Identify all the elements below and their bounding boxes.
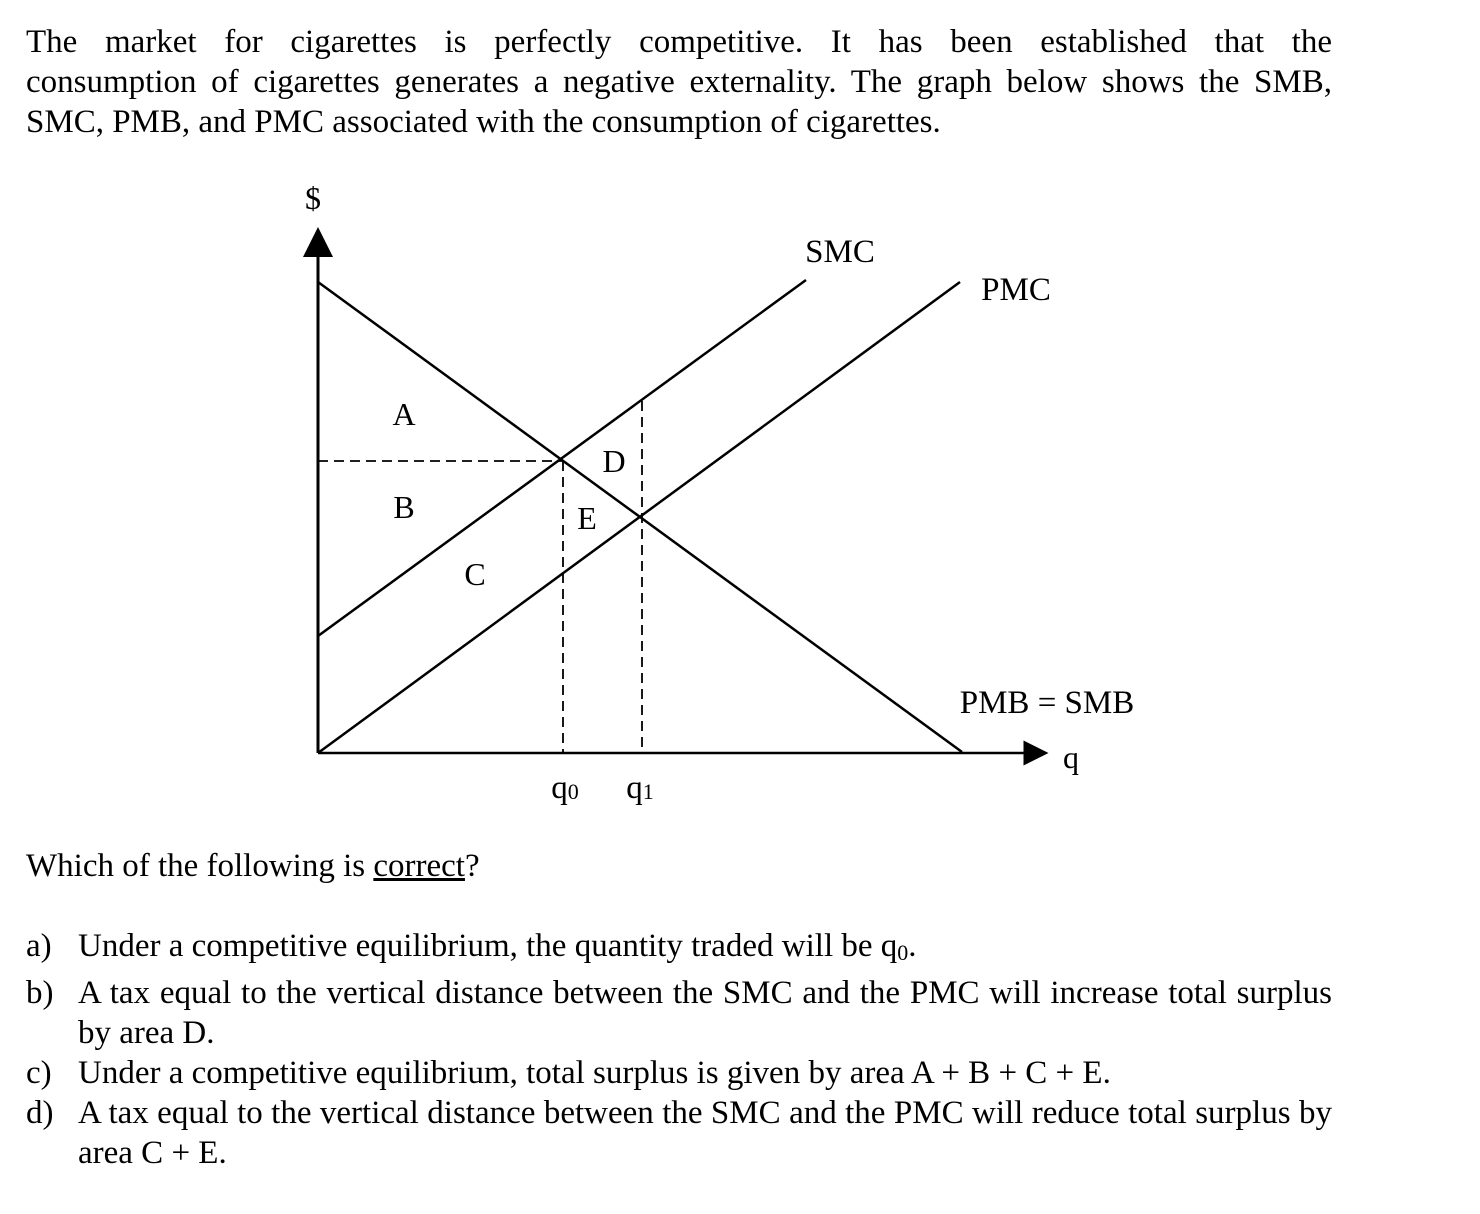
option-c-label: c)	[26, 1055, 52, 1091]
intro-line-2: consumption of cigarettes generates a negative externality. The graph below shows the SMB,	[26, 64, 1332, 100]
q1-subscript: 1	[642, 779, 654, 804]
option-d-label: d)	[26, 1095, 54, 1131]
q1-label	[626, 770, 654, 806]
answer-options	[26, 926, 1332, 1173]
smc-label: SMC	[805, 234, 875, 270]
intro-paragraph	[26, 22, 1332, 142]
x-axis-label: q	[1063, 739, 1079, 775]
intro-line-3: SMC, PMB, and PMC associated with the consumption of cigarettes.	[26, 104, 941, 140]
option-b-text: A tax equal to the vertical distance between the SMC and the PMC will increase total surplus by area D.	[78, 975, 1332, 1051]
pmc-label: PMC	[981, 272, 1051, 308]
q0-label	[551, 770, 579, 806]
option-a[interactable]	[26, 926, 1332, 973]
area-label-d: D	[602, 443, 626, 479]
question-prefix: Which of the following is	[26, 848, 374, 884]
option-a-label: a)	[26, 928, 52, 964]
area-label-a: A	[392, 396, 416, 432]
option-d-text: A tax equal to the vertical distance between the SMC and the PMC will reduce total surplus by area C + E.	[78, 1095, 1332, 1171]
smc-curve	[318, 280, 806, 636]
option-a-end: .	[908, 928, 917, 964]
option-a-text	[78, 926, 1332, 973]
question-suffix: ?	[464, 848, 480, 884]
area-label-c: C	[464, 556, 486, 592]
q1-base: q	[626, 770, 643, 806]
intro-line-1: The market for cigarettes is perfectly competitive. It has been established that the	[26, 24, 1332, 60]
option-a-body: Under a competitive equilibrium, the quantity traded will be q	[78, 928, 898, 964]
q0-base: q	[551, 770, 568, 806]
option-c-text: Under a competitive equilibrium, total surplus is given by area A + B + C + E.	[78, 1055, 1111, 1091]
option-c[interactable]	[26, 1053, 1332, 1093]
question-text	[26, 846, 480, 886]
area-label-b: B	[393, 489, 415, 525]
y-axis-label: $	[305, 180, 321, 216]
option-b-label: b)	[26, 975, 54, 1011]
area-label-e: E	[577, 500, 597, 536]
question-emphasis: correct	[373, 848, 465, 884]
demand-label: PMB = SMB	[959, 685, 1135, 721]
option-d[interactable]	[26, 1093, 1332, 1173]
externality-diagram	[0, 170, 1480, 810]
q0-subscript: 0	[567, 779, 579, 804]
option-a-subscript: 0	[897, 940, 909, 965]
option-b[interactable]	[26, 973, 1332, 1053]
